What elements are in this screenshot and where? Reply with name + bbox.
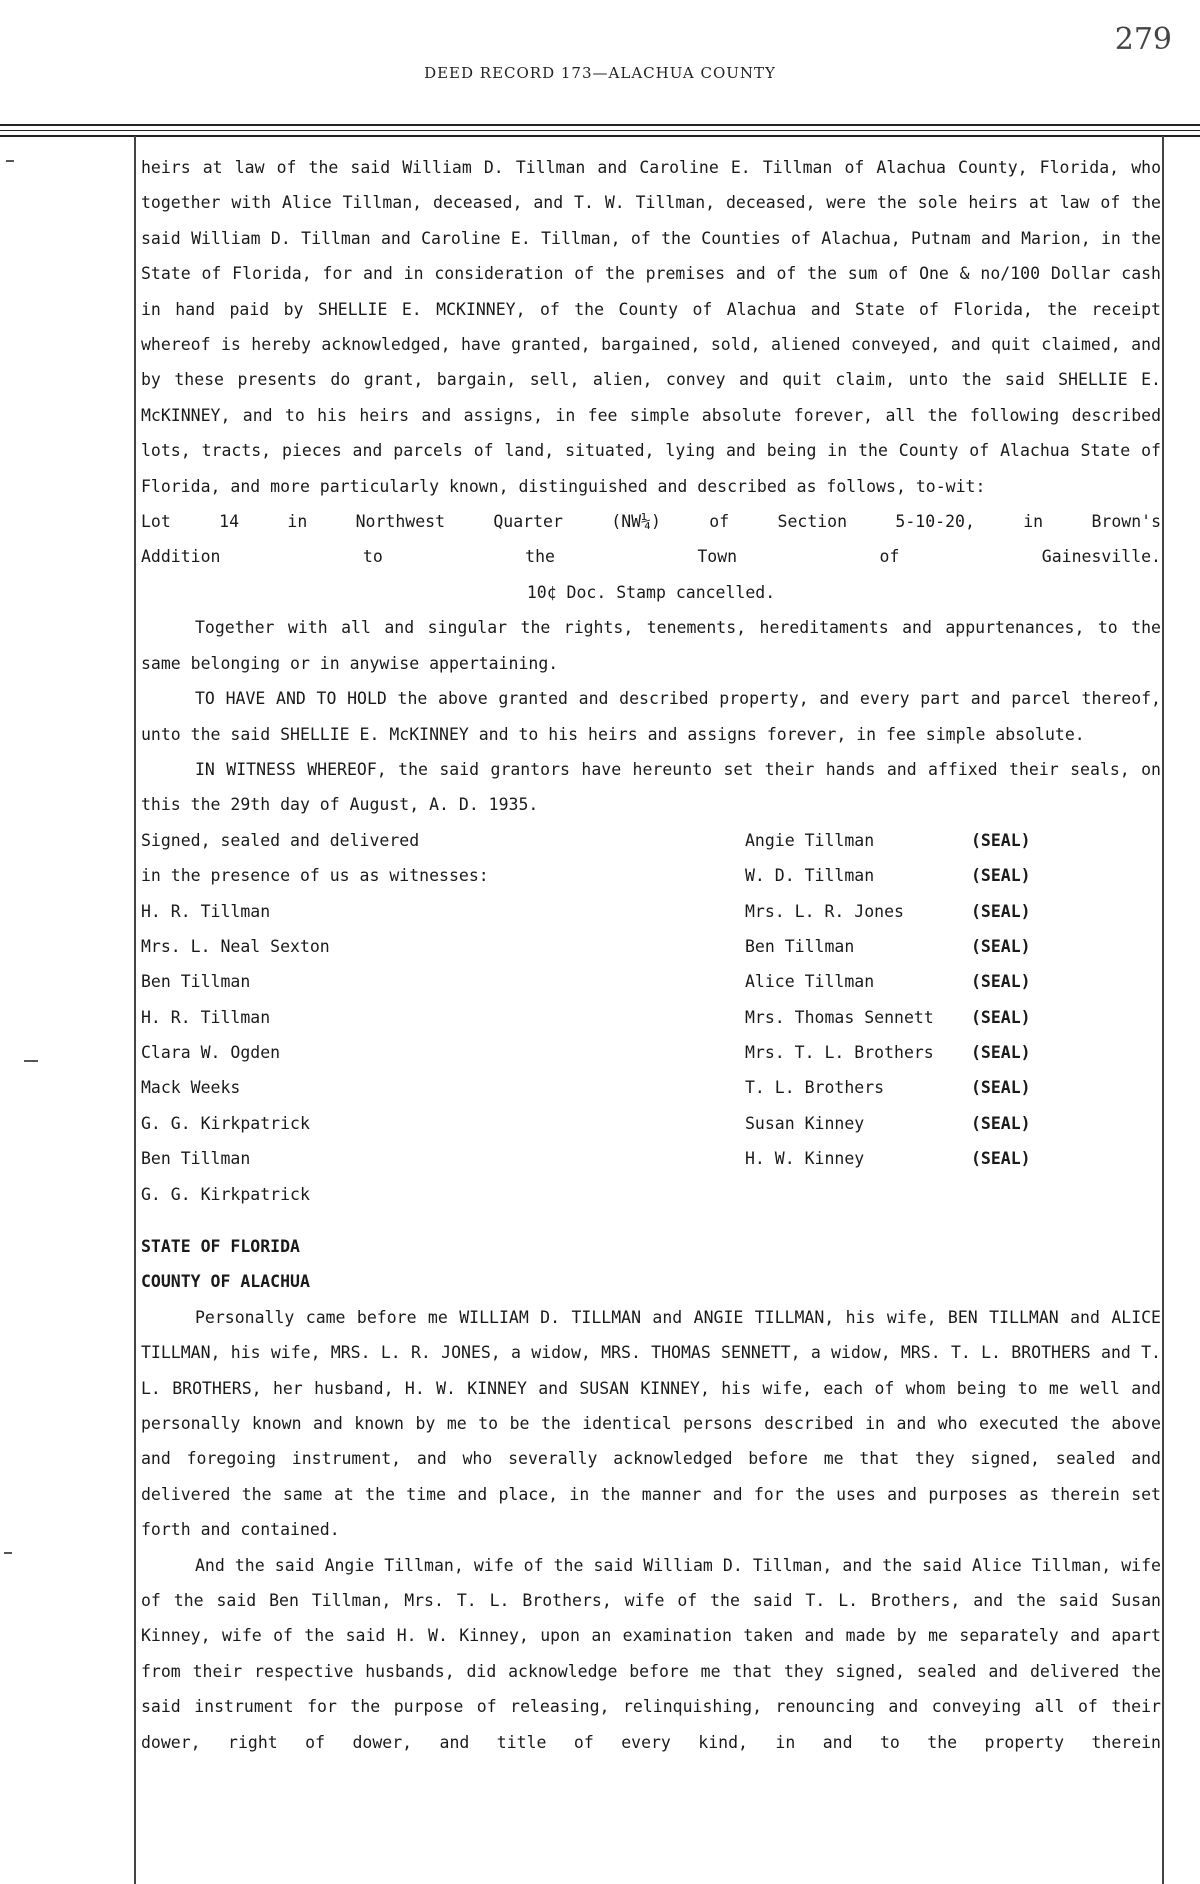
signer-name: Ben Tillman (745, 936, 855, 956)
deed-body (141, 150, 1161, 1760)
signature-row (141, 929, 1161, 964)
signature-block (141, 823, 1161, 1212)
doc-stamp-note: 10¢ Doc. Stamp cancelled. (526, 582, 776, 602)
header-rule (0, 124, 1200, 126)
witness-name: Mrs. L. Neal Sexton (141, 936, 330, 956)
witness-name: Ben Tillman (141, 972, 251, 992)
page-number: 279 (1114, 22, 1172, 57)
witness-paragraph: IN WITNESS WHEREOF, the said grantors have hereunto set their hands and affixed their seals, on this the 29th day of August, A. D. 1935. (141, 759, 1161, 815)
seal-mark: (SEAL) (971, 901, 1031, 921)
witness-name: Clara W. Ogden (141, 1043, 281, 1063)
left-margin-line (134, 136, 136, 1884)
seal-mark: (SEAL) (971, 1078, 1031, 1098)
seal-mark: (SEAL) (971, 830, 1031, 850)
seal-mark: (SEAL) (971, 1043, 1031, 1063)
signer-name: Mrs. L. R. Jones (745, 901, 904, 921)
margin-mark (4, 1552, 12, 1554)
habendum-paragraph: TO HAVE AND TO HOLD the above granted and described property, and every part and parcel thereof, unto the said SHELLIE E. McKINNEY and to his heirs and assigns forever, in fee simple absolute. (141, 689, 1161, 744)
running-header: DEED RECORD 173—ALACHUA COUNTY (424, 64, 776, 82)
deed-paragraph: heirs at law of the said William D. Tillman and Caroline E. Tillman of Alachua County, Florida, who together with Alice Tillman, deceased, and T. W. Tillman, deceased, were the sole heirs at law of the said William D. Tillman and Caroline E. Tillman, of the Counties of Alachua, Putnam and Marion, in the State of Florida, for and in consideration of the premises and of the sum of One & no/100 Dollar cash in hand paid by SHELLIE E. MCKINNEY, of the County of Alachua and State of Florida, the receipt whereof is hereby acknowledged, have granted, bargained, sold, aliened conveyed, and quit claimed, and by these presents do grant, bargain, sell, alien, convey and quit claim, unto the said SHELLIE E. McKINNEY, and to his heirs and assigns, in fee simple absolute forever, all the following described lots, tracts, pieces and parcels of land, situated, lying and being in the County of Alachua State of Florida, and more particularly known, distinguished and described as follows, to-wit: (141, 158, 1161, 496)
margin-mark (24, 1060, 38, 1062)
venue-state: STATE OF FLORIDA (141, 1237, 300, 1257)
acknowledgment-paragraph: Personally came before me WILLIAM D. TILLMAN and ANGIE TILLMAN, his wife, BEN TILLMAN and ALICE TILLMAN, his wife, MRS. L. R. JONES, a widow, MRS. THOMAS SENNETT, a widow, MRS. T. L. BROTHERS and T. L. BROTHERS, her husband, H. W. KINNEY and SUSAN KINNEY, his wife, each of whom being to me well and personally known and known by me to be the identical persons described in and who executed the above and foregoing instrument, and who severally acknowledged before me that they signed, sealed and delivered the same at the time and place, in the manner and for the uses and purposes as therein set forth and contained. (141, 1307, 1161, 1540)
venue-county: COUNTY OF ALACHUA (141, 1272, 310, 1292)
signature-row (141, 1177, 1161, 1212)
seal-mark: (SEAL) (971, 1113, 1031, 1133)
signature-row (141, 1035, 1161, 1070)
seal-mark: (SEAL) (971, 1007, 1031, 1027)
signer-name: Susan Kinney (745, 1113, 865, 1133)
acknowledgment-paragraph: And the said Angie Tillman, wife of the said William D. Tillman, and the said Alice Tillman, wife of the said Ben Tillman, Mrs. T. L. Brothers, wife of the said T. L. Brothers, and the said Susan Kinney, wife of the said H. W. Kinney, upon an examination taken and made by me separately and apart from their respective husbands, did acknowledge before me that they signed, sealed and delivered the said instrument for the purpose of releasing, relinquishing, renouncing and conveying all of their dower, right of dower, and title of every kind, in and to the property therein (141, 1555, 1161, 1752)
signer-name: Alice Tillman (745, 972, 875, 992)
witness-name: Ben Tillman (141, 1149, 251, 1169)
deed-paragraph: Together with all and singular the rights, tenements, hereditaments and appurtenances, to the same belonging or in anywise appertaining. (141, 618, 1161, 673)
property-description: Lot 14 in Northwest Quarter (NW¼) of Section 5-10-20, in Brown's (141, 512, 1161, 532)
signer-name: Mrs. T. L. Brothers (745, 1043, 934, 1063)
signer-name: Angie Tillman (745, 830, 875, 850)
witness-name: G. G. Kirkpatrick (141, 1113, 310, 1133)
margin-mark (6, 160, 14, 162)
signature-row (141, 894, 1161, 929)
signature-row (141, 964, 1161, 999)
signer-name: W. D. Tillman (745, 866, 875, 886)
seal-mark: (SEAL) (971, 1149, 1031, 1169)
signer-name: H. W. Kinney (745, 1149, 865, 1169)
header-rule (0, 130, 1200, 131)
right-margin-line (1162, 136, 1164, 1884)
signer-name: Mrs. Thomas Sennett (745, 1007, 934, 1027)
signer-name: T. L. Brothers (745, 1078, 885, 1098)
signature-row (141, 1000, 1161, 1035)
property-description: Addition to the Town of Gainesville. (141, 547, 1161, 567)
witness-name: H. R. Tillman (141, 1007, 271, 1027)
seal-mark: (SEAL) (971, 972, 1031, 992)
seal-mark: (SEAL) (971, 936, 1031, 956)
signature-row (141, 1141, 1161, 1176)
signature-row (141, 1070, 1161, 1105)
signature-row (141, 1106, 1161, 1141)
signature-row (141, 823, 1161, 858)
signature-row (141, 858, 1161, 893)
seal-mark: (SEAL) (971, 866, 1031, 886)
witness-name: G. G. Kirkpatrick (141, 1184, 310, 1204)
witness-name: H. R. Tillman (141, 901, 271, 921)
witness-name: Mack Weeks (141, 1078, 241, 1098)
witness-name: Signed, sealed and delivered (141, 830, 420, 850)
witness-name: in the presence of us as witnesses: (141, 866, 489, 886)
header-rule (0, 135, 1200, 137)
spacer (141, 1212, 1161, 1229)
